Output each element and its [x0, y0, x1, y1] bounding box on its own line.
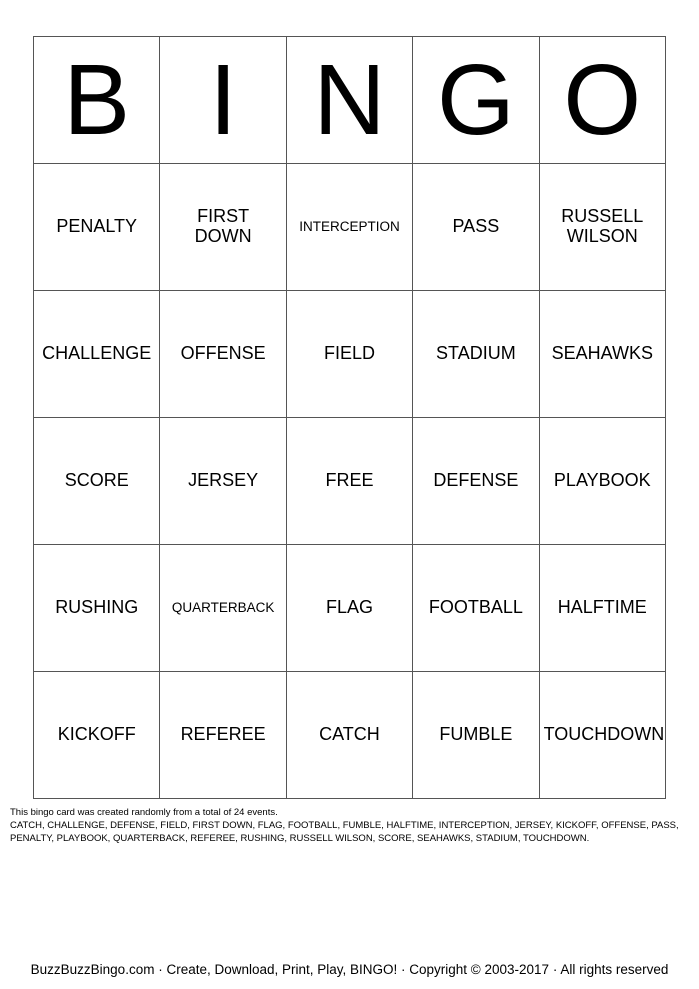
bingo-cell-o	[539, 291, 665, 418]
bingo-cell-b	[34, 291, 160, 418]
bingo-cell-b	[34, 545, 160, 672]
bingo-cell-n	[286, 545, 412, 672]
bingo-cell-o	[539, 164, 665, 291]
bingo-cell-label: RUSSELL WILSON	[561, 206, 644, 246]
bingo-cell-label: STADIUM	[436, 343, 516, 364]
bingo-cell-n	[286, 418, 412, 545]
bingo-row	[34, 545, 666, 672]
bingo-cell-g	[413, 418, 539, 545]
bingo-cell-i	[160, 418, 286, 545]
bingo-cell-label: RUSHING	[55, 597, 139, 618]
card-info	[10, 806, 690, 845]
bingo-cell-g	[413, 672, 539, 799]
bingo-cell-label: FUMBLE	[439, 724, 513, 745]
bingo-row	[34, 291, 666, 418]
bingo-cell-b	[34, 418, 160, 545]
footer-text: BuzzBuzzBingo.com · Create, Download, Print, Play, BINGO! · Copyright © 2003-2017 · All rights reserved	[30, 962, 669, 977]
bingo-cell-label: JERSEY	[188, 470, 259, 491]
bingo-cell-g	[413, 291, 539, 418]
bingo-cell-label: SEAHAWKS	[551, 343, 653, 364]
header-letter-i: I	[209, 44, 237, 156]
bingo-cell-label: FREE	[325, 470, 374, 491]
bingo-cell-label: OFFENSE	[180, 343, 266, 364]
bingo-cell-label: CHALLENGE	[42, 343, 152, 364]
bingo-row	[34, 164, 666, 291]
bingo-cell-label: INTERCEPTION	[299, 219, 400, 235]
card-info-events: CATCH, CHALLENGE, DEFENSE, FIELD, FIRST DOWN, FLAG, FOOTBALL, FUMBLE, HALFTIME, INTERCEPTION, JERSEY, KICKOFF, OFFENSE, PASS, PENALTY, PLAYBOOK, QUARTERBACK, REFEREE, RUSHING, RUSSELL WILSON, SCORE, SEAHAWKS, STADIUM, TOUCHDOWN.	[10, 820, 679, 844]
header-cell	[413, 37, 539, 164]
bingo-cell-i	[160, 672, 286, 799]
bingo-cell-label: REFEREE	[180, 724, 266, 745]
bingo-cell-o	[539, 545, 665, 672]
bingo-grid	[34, 164, 666, 799]
bingo-cell-n	[286, 672, 412, 799]
header-cell	[286, 37, 412, 164]
bingo-cell-i	[160, 291, 286, 418]
bingo-cell-b	[34, 672, 160, 799]
card-info-intro: This bingo card was created randomly from a total of 24 events.	[10, 807, 278, 818]
bingo-cell-label: FIRST DOWN	[194, 206, 252, 246]
header-cell	[539, 37, 665, 164]
bingo-cell-label: CATCH	[319, 724, 380, 745]
header-letter-g: G	[436, 44, 515, 156]
bingo-cell-label: PENALTY	[56, 216, 138, 237]
bingo-cell-label: SCORE	[64, 470, 129, 491]
bingo-cell-g	[413, 545, 539, 672]
bingo-cell-i	[160, 164, 286, 291]
header-letter-b: B	[63, 44, 131, 156]
bingo-cell-label: PASS	[452, 216, 500, 237]
bingo-cell-i	[160, 545, 286, 672]
bingo-cell-label: FOOTBALL	[428, 597, 523, 618]
bingo-cell-b	[34, 164, 160, 291]
bingo-cell-n	[286, 164, 412, 291]
bingo-cell-label: PLAYBOOK	[553, 470, 651, 491]
bingo-header-row	[34, 37, 666, 164]
bingo-cell-label: KICKOFF	[57, 724, 136, 745]
bingo-cell-label: DEFENSE	[433, 470, 519, 491]
bingo-cell-label: TOUCHDOWN	[543, 724, 665, 745]
header-cell	[34, 37, 160, 164]
bingo-cell-o	[539, 672, 665, 799]
bingo-cell-label: QUARTERBACK	[171, 600, 275, 616]
bingo-cell-o	[539, 418, 665, 545]
header-letter-o: O	[563, 44, 642, 156]
header-cell	[160, 37, 286, 164]
bingo-cell-label: FIELD	[323, 343, 375, 364]
bingo-row	[34, 672, 666, 799]
bingo-cell-label: FLAG	[325, 597, 373, 618]
bingo-cell-n	[286, 291, 412, 418]
bingo-cell-label: HALFTIME	[557, 597, 647, 618]
bingo-card	[33, 36, 666, 799]
bingo-cell-g	[413, 164, 539, 291]
header-letter-n: N	[313, 44, 386, 156]
bingo-row	[34, 418, 666, 545]
